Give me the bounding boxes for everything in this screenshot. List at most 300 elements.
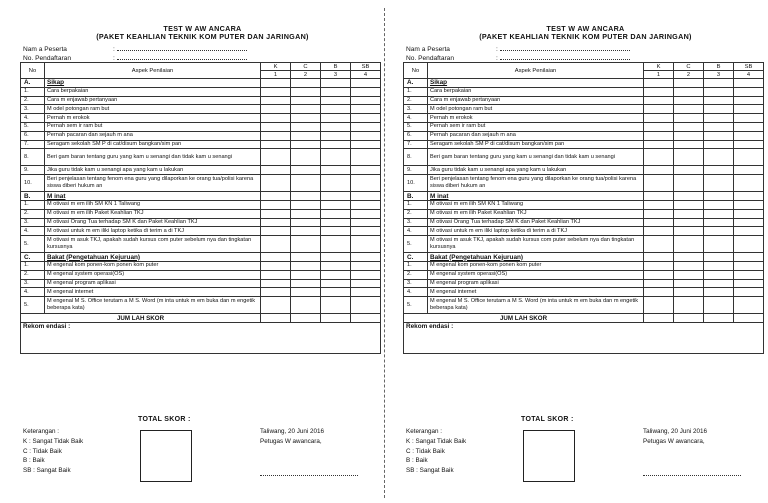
score-cell[interactable] [291, 314, 321, 323]
cut-divider [384, 8, 385, 498]
score-cell[interactable] [291, 175, 321, 192]
item-number: 3. [404, 279, 428, 288]
score-cell[interactable] [644, 105, 674, 114]
score-cell[interactable] [704, 114, 734, 123]
score-cell[interactable] [291, 114, 321, 123]
score-cell[interactable] [734, 200, 764, 209]
item-number: 8. [21, 149, 45, 166]
item-text: M engenal program aplikasi [428, 279, 644, 288]
score-cell[interactable] [644, 200, 674, 209]
score-cell[interactable] [734, 192, 764, 201]
score-header: SB [351, 63, 381, 71]
score-cell[interactable] [261, 297, 291, 314]
score-cell[interactable] [734, 270, 764, 279]
col-aspect-header: Aspek Penilaian [45, 63, 261, 79]
score-cell[interactable] [291, 279, 321, 288]
score-cell[interactable] [351, 149, 381, 166]
score-cell[interactable] [734, 166, 764, 175]
score-number: 3 [704, 71, 734, 79]
score-cell[interactable] [674, 105, 704, 114]
score-cell[interactable] [734, 122, 764, 131]
score-cell[interactable] [704, 209, 734, 218]
item-text: Pernah pacaran dan sejauh m ana [428, 131, 644, 140]
score-cell[interactable] [644, 166, 674, 175]
table-row [404, 236, 764, 253]
score-cell[interactable] [644, 279, 674, 288]
item-number: 6. [21, 131, 45, 140]
score-cell[interactable] [351, 279, 381, 288]
score-cell[interactable] [704, 131, 734, 140]
total-score-box[interactable] [140, 430, 192, 482]
score-cell[interactable] [644, 96, 674, 105]
score-cell[interactable] [321, 209, 351, 218]
item-number: 5. [404, 297, 428, 314]
score-cell[interactable] [321, 105, 351, 114]
score-cell[interactable] [291, 270, 321, 279]
score-cell[interactable] [351, 200, 381, 209]
score-cell[interactable] [261, 218, 291, 227]
score-cell[interactable] [291, 261, 321, 270]
score-cell[interactable] [734, 105, 764, 114]
item-number: 1. [21, 200, 45, 209]
score-cell[interactable] [261, 236, 291, 253]
score-cell[interactable] [261, 261, 291, 270]
score-cell[interactable] [261, 122, 291, 131]
legend-item: K : Sangat Tidak Baik [23, 437, 84, 445]
total-score-label: TOTAL SKOR : [138, 416, 191, 423]
score-cell[interactable] [261, 166, 291, 175]
item-text: M engenal internet [428, 288, 644, 297]
score-cell[interactable] [291, 149, 321, 166]
score-cell[interactable] [704, 261, 734, 270]
col-aspect-header: Aspek Penilaian [428, 63, 644, 79]
score-cell[interactable] [261, 149, 291, 166]
score-cell[interactable] [734, 236, 764, 253]
score-cell[interactable] [351, 227, 381, 236]
score-cell[interactable] [674, 314, 704, 323]
table-row [404, 288, 764, 297]
score-cell[interactable] [734, 114, 764, 123]
score-cell[interactable] [674, 114, 704, 123]
item-number: 2. [404, 209, 428, 218]
score-cell[interactable] [351, 288, 381, 297]
score-cell[interactable] [351, 114, 381, 123]
form-title: TEST W AW ANCARA [546, 24, 625, 33]
score-cell[interactable] [321, 96, 351, 105]
score-cell[interactable] [291, 200, 321, 209]
section-title-text: Sikap [47, 79, 65, 87]
score-number: 4 [351, 71, 381, 79]
score-cell[interactable] [644, 270, 674, 279]
score-number: 1 [644, 71, 674, 79]
section-letter: B. [21, 192, 45, 201]
item-text: Pernah m erokok [45, 114, 261, 123]
score-cell[interactable] [674, 279, 704, 288]
score-cell[interactable] [674, 253, 704, 262]
score-cell[interactable] [351, 175, 381, 192]
item-number: 7. [404, 140, 428, 149]
score-cell[interactable] [734, 149, 764, 166]
form-title: TEST W AW ANCARA [163, 24, 242, 33]
score-cell[interactable] [351, 79, 381, 88]
score-cell[interactable] [261, 314, 291, 323]
score-cell[interactable] [291, 105, 321, 114]
table-row [21, 96, 381, 105]
legend-item: C : Tidak Baik [406, 447, 445, 455]
score-cell[interactable] [674, 261, 704, 270]
score-cell[interactable] [734, 314, 764, 323]
score-cell[interactable] [261, 79, 291, 88]
table-row [404, 261, 764, 270]
assessment-table [403, 62, 764, 354]
item-number: 10. [21, 175, 45, 192]
item-number: 5. [21, 122, 45, 131]
item-number: 1. [404, 87, 428, 96]
score-cell[interactable] [674, 96, 704, 105]
score-cell[interactable] [674, 270, 704, 279]
score-cell[interactable] [291, 166, 321, 175]
score-cell[interactable] [321, 131, 351, 140]
score-cell[interactable] [734, 96, 764, 105]
score-cell[interactable] [351, 166, 381, 175]
score-cell[interactable] [734, 87, 764, 96]
score-cell[interactable] [351, 270, 381, 279]
score-cell[interactable] [644, 87, 674, 96]
item-text: M otivasi m em ilih Paket Keahlian TKJ [428, 209, 644, 218]
score-cell[interactable] [674, 192, 704, 201]
item-text: M engenal system operasi(OS) [428, 270, 644, 279]
legend-heading: Keterangan : [23, 428, 60, 435]
score-cell[interactable] [321, 166, 351, 175]
score-cell[interactable] [674, 149, 704, 166]
item-text: Cara m enjawab pertanyaan [45, 96, 261, 105]
score-cell[interactable] [351, 218, 381, 227]
score-cell[interactable] [321, 261, 351, 270]
score-cell[interactable] [644, 297, 674, 314]
item-text: M otivasi Orang Tua terhadap SM K dan Paket Keahlian TKJ [45, 218, 261, 227]
item-text: Beri penjelasan tentang fenom ena guru yang dilaporkan ke orang tua/polisi karena siswa diberi hukum an [428, 175, 644, 192]
score-cell[interactable] [321, 149, 351, 166]
score-cell[interactable] [644, 192, 674, 201]
score-cell[interactable] [644, 253, 674, 262]
score-cell[interactable] [321, 297, 351, 314]
interview-form-left [20, 0, 385, 503]
table-row [404, 149, 764, 166]
score-cell[interactable] [704, 105, 734, 114]
score-cell[interactable] [704, 279, 734, 288]
score-cell[interactable] [351, 297, 381, 314]
section-title [428, 253, 644, 262]
score-cell[interactable] [704, 149, 734, 166]
legend [23, 427, 83, 476]
score-cell[interactable] [351, 140, 381, 149]
score-cell[interactable] [351, 122, 381, 131]
section-row [404, 192, 764, 201]
score-cell[interactable] [291, 253, 321, 262]
table-row [404, 131, 764, 140]
participant-name-label: Nam a Peserta [406, 46, 450, 53]
score-cell[interactable] [321, 140, 351, 149]
score-cell[interactable] [674, 87, 704, 96]
score-cell[interactable] [351, 131, 381, 140]
colon: : [113, 46, 115, 53]
score-cell[interactable] [644, 236, 674, 253]
score-cell[interactable] [734, 209, 764, 218]
score-cell[interactable] [321, 175, 351, 192]
score-cell[interactable] [674, 131, 704, 140]
score-cell[interactable] [704, 297, 734, 314]
score-cell[interactable] [351, 236, 381, 253]
score-header: K [261, 63, 291, 71]
score-cell[interactable] [321, 218, 351, 227]
score-cell[interactable] [351, 105, 381, 114]
registration-number-label: No. Pendaftaran [23, 55, 72, 62]
score-cell[interactable] [321, 79, 351, 88]
section-title-text: M inat [47, 192, 66, 200]
item-text: M engenal internet [45, 288, 261, 297]
score-cell[interactable] [291, 297, 321, 314]
section-row [21, 79, 381, 88]
item-text: M engenal system operasi(OS) [45, 270, 261, 279]
score-cell[interactable] [734, 140, 764, 149]
score-cell[interactable] [351, 87, 381, 96]
score-cell[interactable] [291, 140, 321, 149]
score-cell[interactable] [674, 122, 704, 131]
score-cell[interactable] [351, 96, 381, 105]
total-score-box[interactable] [523, 430, 575, 482]
score-cell[interactable] [644, 209, 674, 218]
score-number: 4 [734, 71, 764, 79]
score-cell[interactable] [704, 79, 734, 88]
score-cell[interactable] [704, 140, 734, 149]
score-cell[interactable] [734, 175, 764, 192]
table-row [404, 175, 764, 192]
score-cell[interactable] [704, 314, 734, 323]
score-cell[interactable] [674, 175, 704, 192]
form-subtitle: (PAKET KEAHLIAN TEKNIK KOM PUTER DAN JARINGAN) [479, 32, 692, 41]
score-cell[interactable] [644, 140, 674, 149]
item-number: 5. [21, 236, 45, 253]
score-cell[interactable] [321, 270, 351, 279]
score-cell[interactable] [321, 288, 351, 297]
item-text: M otivasi untuk m em iliki laptop ketika di terim a di TKJ [45, 227, 261, 236]
score-cell[interactable] [734, 218, 764, 227]
section-title-text: Bakat (Pengetahuan Kejuruan) [47, 253, 141, 261]
item-text: Jika guru tidak kam u senangi apa yang kam u lakukan [45, 166, 261, 175]
table-row [21, 227, 381, 236]
section-title-text: Sikap [430, 79, 448, 87]
participant-name-field [23, 44, 247, 53]
score-cell[interactable] [704, 218, 734, 227]
score-cell[interactable] [261, 288, 291, 297]
score-header: SB [734, 63, 764, 71]
legend-item: B : Baik [23, 457, 45, 465]
blank-line [117, 53, 247, 60]
score-cell[interactable] [291, 122, 321, 131]
score-cell[interactable] [291, 209, 321, 218]
item-text: Pernah m erokok [428, 114, 644, 123]
score-cell[interactable] [261, 253, 291, 262]
score-cell[interactable] [321, 192, 351, 201]
score-cell[interactable] [261, 279, 291, 288]
section-letter: C. [404, 253, 428, 262]
score-cell[interactable] [704, 192, 734, 201]
score-cell[interactable] [734, 261, 764, 270]
score-cell[interactable] [644, 131, 674, 140]
score-cell[interactable] [291, 79, 321, 88]
score-cell[interactable] [351, 314, 381, 323]
score-cell[interactable] [261, 192, 291, 201]
score-cell[interactable] [261, 131, 291, 140]
table-row [404, 87, 764, 96]
score-cell[interactable] [261, 114, 291, 123]
score-cell[interactable] [644, 261, 674, 270]
score-cell[interactable] [674, 79, 704, 88]
score-cell[interactable] [734, 79, 764, 88]
legend-item: C : Tidak Baik [23, 447, 62, 455]
recommendation-box: Rekom endasi : [404, 322, 764, 353]
score-cell[interactable] [321, 236, 351, 253]
score-cell[interactable] [644, 227, 674, 236]
score-cell[interactable] [321, 253, 351, 262]
section-letter: C. [21, 253, 45, 262]
score-cell[interactable] [261, 209, 291, 218]
score-cell[interactable] [734, 297, 764, 314]
legend [406, 427, 466, 476]
score-cell[interactable] [674, 218, 704, 227]
score-cell[interactable] [321, 122, 351, 131]
score-cell[interactable] [644, 218, 674, 227]
score-cell[interactable] [674, 236, 704, 253]
item-number: 3. [404, 105, 428, 114]
score-cell[interactable] [261, 87, 291, 96]
score-cell[interactable] [291, 218, 321, 227]
item-number: 2. [404, 270, 428, 279]
score-cell[interactable] [644, 114, 674, 123]
score-cell[interactable] [321, 87, 351, 96]
score-cell[interactable] [291, 227, 321, 236]
score-cell[interactable] [734, 279, 764, 288]
score-cell[interactable] [351, 261, 381, 270]
score-cell[interactable] [734, 227, 764, 236]
score-cell[interactable] [704, 270, 734, 279]
score-cell[interactable] [291, 96, 321, 105]
score-cell[interactable] [704, 87, 734, 96]
score-cell[interactable] [321, 314, 351, 323]
score-cell[interactable] [261, 175, 291, 192]
table-row [21, 166, 381, 175]
table-row [21, 270, 381, 279]
table-row [21, 87, 381, 96]
item-number: 4. [21, 114, 45, 123]
item-number: 3. [404, 218, 428, 227]
table-row [21, 175, 381, 192]
interview-form-right [403, 0, 768, 503]
score-cell[interactable] [644, 288, 674, 297]
score-cell[interactable] [674, 166, 704, 175]
item-text: Cara berpakaian [45, 87, 261, 96]
score-cell[interactable] [644, 175, 674, 192]
item-number: 1. [404, 261, 428, 270]
score-cell[interactable] [291, 192, 321, 201]
col-no-header: No [404, 63, 428, 79]
item-text: M engenal M S. Office terutam a M S. Word (m inta untuk m em buka dan m engetik beberapa kata) [45, 297, 261, 314]
item-text: Cara berpakaian [428, 87, 644, 96]
score-cell[interactable] [674, 288, 704, 297]
score-cell[interactable] [351, 253, 381, 262]
table-row [21, 236, 381, 253]
item-number: 9. [404, 166, 428, 175]
score-cell[interactable] [261, 105, 291, 114]
score-cell[interactable] [674, 140, 704, 149]
score-cell[interactable] [704, 175, 734, 192]
score-header: B [321, 63, 351, 71]
colon: : [496, 55, 498, 62]
score-cell[interactable] [321, 200, 351, 209]
section-title [45, 79, 261, 88]
item-number: 8. [404, 149, 428, 166]
item-text: M otivasi untuk m em iliki laptop ketika di terim a di TKJ [428, 227, 644, 236]
score-cell[interactable] [261, 96, 291, 105]
blank-line [500, 53, 630, 60]
score-cell[interactable] [644, 149, 674, 166]
score-cell[interactable] [291, 87, 321, 96]
form-subtitle: (PAKET KEAHLIAN TEKNIK KOM PUTER DAN JARINGAN) [96, 32, 309, 41]
score-cell[interactable] [321, 227, 351, 236]
score-cell[interactable] [674, 297, 704, 314]
score-cell[interactable] [704, 200, 734, 209]
score-cell[interactable] [644, 122, 674, 131]
item-text: M engenal kom ponen-kom ponen kom puter [428, 261, 644, 270]
score-cell[interactable] [351, 192, 381, 201]
score-cell[interactable] [704, 166, 734, 175]
score-cell[interactable] [704, 288, 734, 297]
score-cell[interactable] [261, 227, 291, 236]
item-text: M otivasi m asuk TKJ, apakah sudah kursus com puter sebelum nya dan tingkatan kursusnya [428, 236, 644, 253]
score-cell[interactable] [291, 131, 321, 140]
score-cell[interactable] [291, 288, 321, 297]
score-cell[interactable] [321, 114, 351, 123]
score-cell[interactable] [734, 131, 764, 140]
score-cell[interactable] [261, 270, 291, 279]
table-row [21, 297, 381, 314]
table-row [404, 227, 764, 236]
item-text: Seragam sekolah SM P di cat/disum bangkan/sim pan [428, 140, 644, 149]
score-cell[interactable] [674, 227, 704, 236]
score-cell[interactable] [704, 122, 734, 131]
score-header: C [674, 63, 704, 71]
score-cell[interactable] [644, 314, 674, 323]
score-cell[interactable] [734, 253, 764, 262]
score-cell[interactable] [644, 79, 674, 88]
score-cell[interactable] [734, 288, 764, 297]
score-cell[interactable] [704, 227, 734, 236]
score-cell[interactable] [704, 236, 734, 253]
score-cell[interactable] [674, 209, 704, 218]
score-cell[interactable] [291, 236, 321, 253]
score-cell[interactable] [321, 279, 351, 288]
score-cell[interactable] [351, 209, 381, 218]
total-score-row-label: JUM LAH SKOR [21, 314, 261, 323]
score-cell[interactable] [674, 200, 704, 209]
score-cell[interactable] [261, 200, 291, 209]
item-number: 1. [21, 87, 45, 96]
score-cell[interactable] [704, 96, 734, 105]
score-cell[interactable] [704, 253, 734, 262]
item-number: 3. [21, 218, 45, 227]
score-cell[interactable] [261, 140, 291, 149]
score-header: C [291, 63, 321, 71]
